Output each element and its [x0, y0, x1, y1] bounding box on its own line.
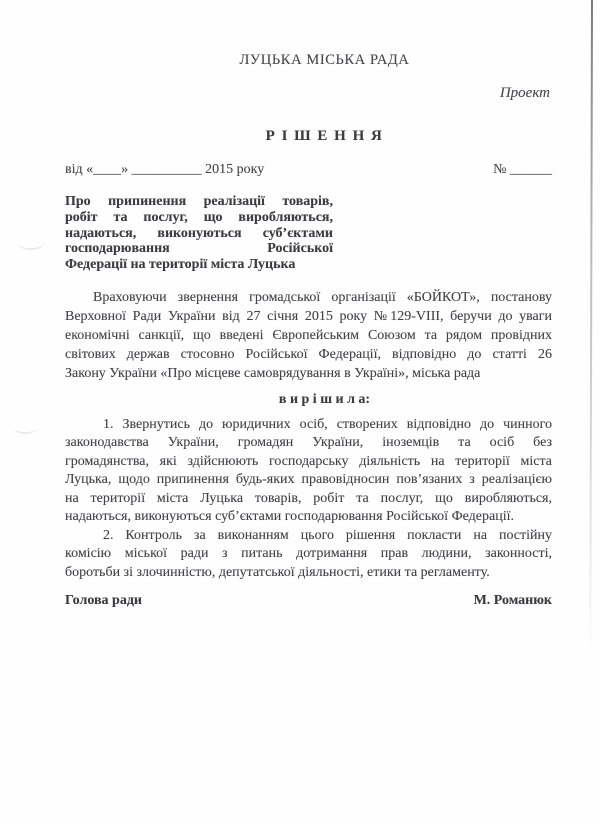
text-line: надаються, виконуються суб’єктами господарювання Російської Федерації.: [65, 509, 514, 525]
text-line: законодавства України, громадян України, іноземців та осіб без: [65, 435, 552, 451]
text-line: комісію міської ради з питань дотримання прав людини, законності,: [65, 546, 552, 562]
text-line: 1. Звернутись до юридичних осіб, створених відповідно до чинного: [103, 416, 552, 432]
decision-subject: [65, 194, 333, 273]
text-line: світових держав стосовно Російської Федерації, відповідно до статті 26: [65, 346, 552, 362]
signer-position: Голова ради: [65, 593, 142, 609]
document-content: [65, 44, 552, 609]
scan-smudge-artifact: [14, 424, 36, 434]
decision-item-2: [65, 527, 552, 583]
signer-name: М. Романюк: [473, 593, 552, 609]
draft-label: Проект: [499, 85, 550, 101]
text-line: Враховуючи звернення громадської організації «БОЙКОТ», постанову: [93, 289, 552, 305]
text-line: громадянства, які здійснюють господарську діяльність на території міста: [65, 453, 552, 469]
text-line: Верховної Ради України від 27 січня 2015 року №129-VIII, беручи до уваги: [65, 308, 552, 324]
document-number-blank: № ______: [493, 162, 552, 177]
text-line: боротьби зі злочинністю, депутатської діяльності, етики та регламенту.: [65, 564, 490, 580]
document-type-heading: Р І Ш Е Н Н Я: [265, 128, 384, 144]
date-number-row: [65, 162, 552, 178]
text-line: на території міста Луцька товарів, робіт та послуг, що виробляються,: [65, 490, 552, 506]
text-line: робіт та послуг, що виробляються,: [65, 209, 333, 225]
text-line: Про припинення реалізації товарів,: [65, 194, 333, 209]
text-line: економічні санкції, що введені Європейським Союзом та рядом провідних: [65, 327, 552, 343]
text-line: 2. Контроль за виконанням цього рішення покласти на постійну: [103, 527, 552, 543]
text-line: Федерації на території міста Луцька: [65, 257, 296, 273]
text-line: Закону України «Про місцеве самоврядування в Україні», міська рада: [65, 365, 481, 381]
text-line: господарювання Російської: [65, 241, 333, 257]
preamble-paragraph: [65, 288, 552, 383]
date-blank-line: від «____» __________ 2015 року: [65, 162, 265, 177]
decision-item-1: [65, 416, 552, 527]
text-line: Луцька, щодо припинення будь-яких правовідносин пов’язаних з реалізацією: [65, 472, 552, 488]
text-line: надаються, виконуються суб’єктами: [65, 225, 333, 241]
scan-smudge-artifact: [18, 238, 44, 250]
resolved-label: в и р і ш и л а:: [278, 391, 371, 407]
scan-edge-artifact: [589, 0, 592, 660]
organization-name: ЛУЦЬКА МІСЬКА РАДА: [239, 52, 410, 68]
signature-row: [65, 593, 552, 609]
